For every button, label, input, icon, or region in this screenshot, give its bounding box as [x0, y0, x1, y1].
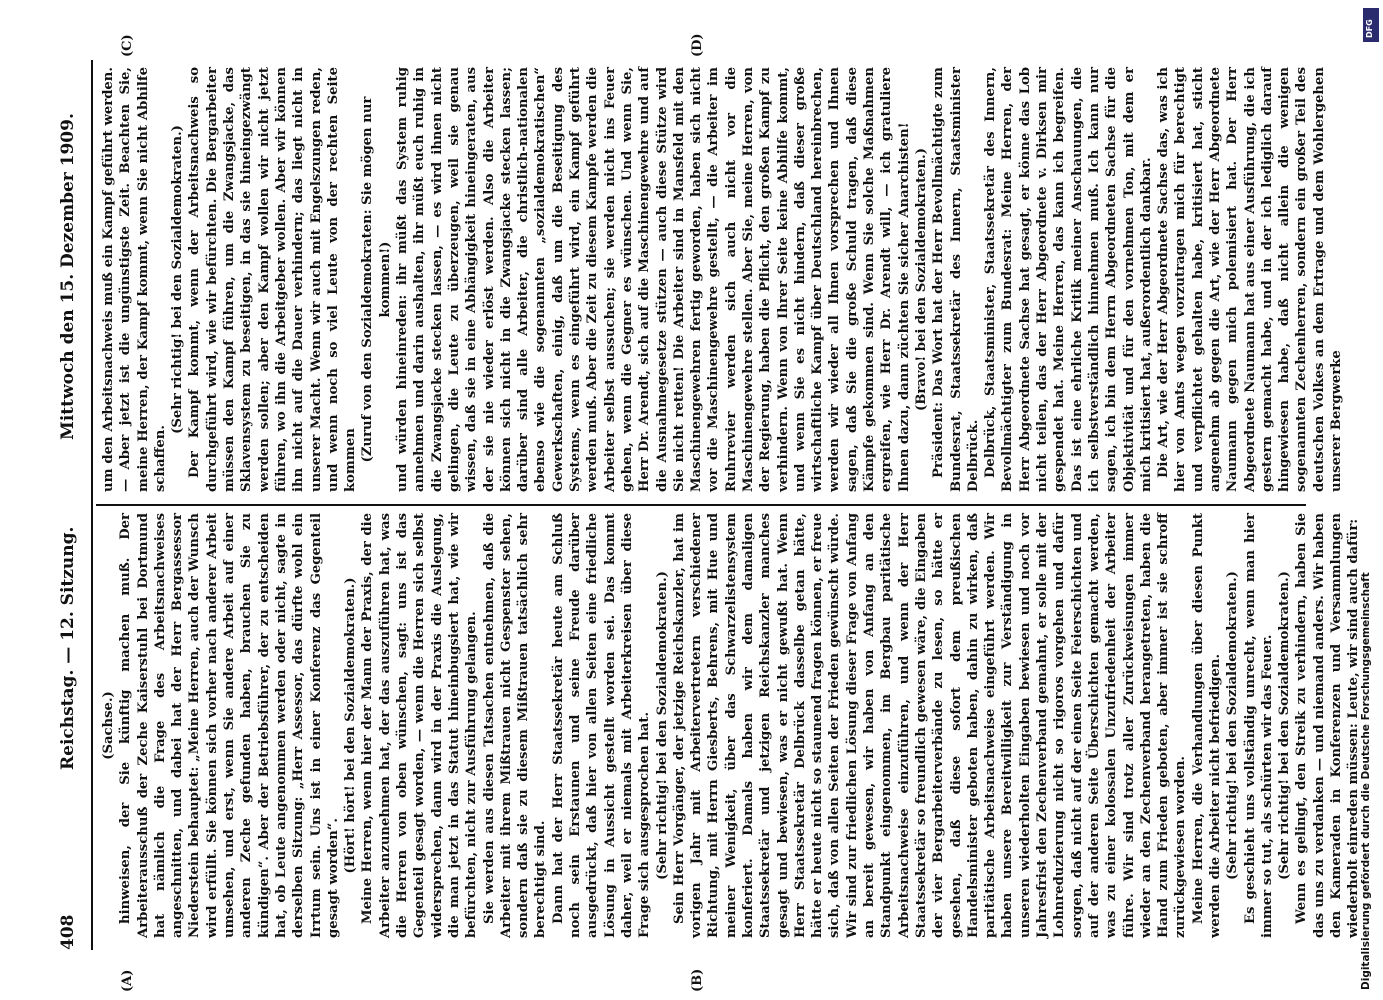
header-rule	[91, 60, 93, 950]
session-title: Reichstag. — 12. Sitzung.	[58, 526, 78, 770]
paragraph: Meine Herren, wenn hier der Mann der Praxis, der die Arbeiter anzunehmen hat, der das auszuführen hat, was die Herren von oben wünschen, sagt: uns ist das Gegenteil gesagt worden, — wenn die Herren sich selbst widersprechen, dann wird in der Praxis die Auslegung, die man jetzt in das Statut hineinbugsiert hat, wie wir befürchten, nicht zur Ausführung gelangen.	[360, 513, 480, 938]
paragraph: Meine Herren, die Verhandlungen über diesen Punkt werden die Arbeiter nicht befriedigen.	[1190, 513, 1223, 938]
digitization-note	[1360, 10, 1378, 990]
session-date: Mittwoch den 15. Dezember 1909.	[58, 113, 78, 440]
interjection: (Sehr richtig! bei den Sozialdemokraten.)	[1225, 571, 1241, 880]
page-number: 408	[58, 914, 78, 950]
paragraph: Präsident: Das Wort hat der Herr Bevollmächtigte zum Bundesrat, Staatssekretär des Innern, Staatsminister Delbrück.	[931, 67, 981, 492]
paragraph: Dann hat der Herr Staatssekretär heute am Schluß noch sein Erstaunen und seine Freude darüber ausgedrückt, daß hier von allen Seiten eine friedliche Lösung in Aussicht gestellt worden sei. Das kommt daher, weil er niemals mit Arbeiterkreisen über diese Frage sich ausgesprochen hat.	[550, 513, 653, 938]
margin-marker-b: (B)	[690, 968, 705, 992]
column-divider	[96, 504, 1306, 506]
margin-marker-c: (C)	[120, 34, 135, 57]
paragraph: Sein Herr Vorgänger, der jetzige Reichskanzler, hat im vorigen Jahr mit Arbeitervertretern verschiedener Richtung, mit Herrn Giesberts, Behrens, mit Hue und meiner Wenigkeit, über das Schwarzelistensystem konferiert. Damals haben wir dem damaligen Staatssekretär und jetzigen Reichskanzler manches gesagt und bewiesen, was er nicht gewußt hat. Wenn Herr Staatssekretär Delbrück dasselbe getan hätte, hätte er heute nicht so staunend fragen können, er freue sich, daß von allen Seiten der Frieden gewünscht würde. Wir sind zur friedlichen Lösung dieser Frage von Anfang an bereit gewesen, wir haben von Anfang an den Standpunkt eingenommen, im Bergbau paritätische Arbeitsnachweise einzuführen, und wenn der Herr Staatssekretär so freundlich gewesen wäre, die Eingaben der vier Bergarbeiterverbände zu lesen, so hätte er gesehen, daß diese sofort dem preußischen Handelsminister geboten haben, dahin zu wirken, daß paritätische Arbeitsnachweise eingeführt werden. Wir haben unsere Bereitwilligkeit zur Verständigung in unseren wiederholten Eingaben bewiesen und noch vor Jahresfrist den Zechenverband gemahnt, er solle mit der Lohnreduzierung nicht so rigoros vorgehen und dafür sorgen, daß nicht auf der einen Seite Feierschichten und auf der anderen Seite Überschichten gemacht werden, was zu einer kolossalen Unzufriedenheit der Arbeiter führe. Wir sind trotz aller Zurückweisungen immer wieder an den Zechenverband herangetreten, haben die Hand zum Frieden geboten, aber immer ist sie schroff zurückgewiesen worden.	[671, 513, 1189, 938]
paragraph: Wenn es gelingt, den Streik zu verhindern, haben Sie das uns zu verdanken — und niemand anders. Wir haben den Kameraden in Konferenzen und Versammlungen wiederholt einreden müssen: Leute, wir sind auch dafür:	[1294, 513, 1362, 938]
text-column-right	[100, 67, 1345, 492]
digitization-note-text: Digitalisierung gefördert durch die Deutsche Forschungsgemeinschaft	[1360, 572, 1372, 990]
rotated-page-content	[50, 33, 1362, 992]
paragraph: Es geschieht uns vollständig unrecht, wenn man hier immer so tut, als schürten wir das Feuer.	[1242, 513, 1275, 938]
margin-marker-a: (A)	[120, 969, 135, 992]
paragraph: hinweisen, der Sie künftig machen muß. Der Arbeiterausschuß der Zeche Kaiserstuhl bei Dortmund hat nämlich die Frage des Arbeitsnachweises angeschnitten, und dabei hat der Herr Bergassessor Niederstein behauptet: „Meine Herren, auch der Wunsch wird erfüllt. Sie können sich vorher nach anderer Arbeit umsehen, und erst, wenn Sie andere Arbeit auf einer anderen Zeche gefunden haben, brauchen Sie zu kündigen“. Aber der Betriebsführer, der zu entscheiden hat, ob Leute angenommen werden oder nicht, sagte in derselben Sitzung: „Herr Assessor, das dürfte wohl ein Irrtum sein. Uns ist in einer Konferenz das Gegenteil gesagt worden“.	[118, 513, 341, 938]
margin-marker-d: (D)	[690, 33, 705, 57]
text-column-left	[100, 513, 1362, 938]
interjection: (Zuruf von den Sozialdemokraten: Sie mögen nur kommen!)	[360, 96, 393, 463]
paragraph: Der Kampf kommt, wenn der Arbeitsnachweis so durchgeführt wird, wie wir befürchten. Die Bergarbeiter müssen den Kampf führen, um die Zwangsjacke, das Sklavensystem zu beseitigen, in das sie hineingezwängt werden sollen; aber den Kampf wollen wir nicht jetzt führen, wo ihn die Arbeitgeber wollen. Aber wir können ihn nicht auf die Dauer verhindern; das liegt nicht in unserer Macht. Wenn wir auch mit Engelszungen reden, und wenn noch so viel Leute von der rechten Seite kommen	[187, 67, 359, 492]
paragraph: Die Art, wie der Herr Abgeordnete Sachse das, was ich hier von Amts wegen vorzutragen mich für berechtigt und verpflichtet gehalten habe, kritisiert hat, sticht angenehm ab gegen die Art, wie der Herr Abgeordnete Naumann gegen mich polemisiert hat. Der Herr Abgeordnete Naumann hat aus einer Ausführung, die ich gestern gemacht habe, und in der ich lediglich darauf hingewiesen habe, daß nicht allein die wenigen sogenannten Zechenherren, sondern ein großer Teil des deutschen Volkes an dem Ertrage und dem Wohlergehen unserer Bergwerke	[1156, 67, 1345, 492]
interjection: (Bravo! bei den Sozialdemokraten.)	[913, 148, 929, 411]
paragraph: Delbrück, Staatsminister, Staatssekretär des Innern, Bevollmächtigter zum Bundesrat: Meine Herren, der Herr Abgeordnete Sachse hat gesagt, er könne das Lob nicht teilen, das der Herr Abgeordnete v. Dirksen mir gespendet hat. Meine Herren, das kann ich begreifen. Das ist eine ehrliche Kritik meiner Anschauungen, die ich selbstverständlich hinnehmen muß. Ich kann nur sagen, ich bin dem Herrn Abgeordneten Sachse für die Objektivität und für den vornehmen Ton, mit dem er mich kritisiert hat, außerordentlich dankbar.	[983, 67, 1154, 492]
interjection: (Sehr richtig! bei den Sozialdemokraten.)	[170, 125, 186, 434]
speaker-label: (Sachse.)	[101, 691, 116, 760]
page-header	[50, 60, 86, 950]
dfg-logo: DFG	[1363, 8, 1379, 42]
interjection: (Sehr richtig! bei den Sozialdemokraten.)	[1277, 571, 1293, 880]
interjection: (Hört! hört! bei den Sozialdemokraten.)	[343, 577, 359, 874]
interjection: (Sehr richtig! bei den Sozialdemokraten.)	[654, 571, 670, 880]
paragraph: und würden hineinreden: ihr müßt das System ruhig annehmen und darin aushalten, ihr müßt euch ruhig in die Zwangsjacke stecken lassen, — es wird ihnen nicht gelingen, die Leute zu überzeugen, weil sie genau wissen, daß sie in eine Abhängigkeit hineingeraten, aus der sie nie wieder erlöst werden. Also die Arbeiter können sich nicht in die Zwangsjacke stecken lassen; darüber sind alle Arbeiter, die christlich-nationalen ebenso wie die sogenannten „sozialdemokratischen“ Gewerkschaften, einig, daß um die Beseitigung des Systems, wenn es eingeführt wird, ein Kampf geführt werden muß. Aber die Zeit zu diesem Kampfe werden die Arbeiter selbst aussuchen; sie werden nicht ins Feuer gehen, wenn die Gegner es wünschen. Und wenn Sie, Herr Dr. Arendt, sich auf die Maschinengewehre und auf die Ausnahmegesetze stützen — auch diese Stütze wird Sie nicht retten! Die Arbeiter sind in Mansfeld mit den Maschinengewehren fertig geworden, haben sich nicht vor die Maschinengewehre gestellt, — die Arbeiter im Ruhrrevier werden sich auch nicht vor die Maschinengewehre stellen. Aber Sie, meine Herren, von der Regierung, haben die Pflicht, den großen Kampf zu verhindern. Wenn von Ihrer Seite keine Abhilfe kommt, und wenn Sie es nicht hindern, daß dieser große wirtschaftliche Kampf über Deutschland hereinbrechen, werden wir wieder all Ihnen vorsprechen und Ihnen sagen, daß Sie die große Schuld tragen, daß diese Kämpfe gekommen sind. Wenn Sie solche Maßnahmen ergreifen, wie Herr Dr. Arendt will, — ich gratuliere Ihnen dazu, dann züchten Sie sicher Anarchisten!	[395, 67, 912, 492]
paragraph: um den Arbeitsnachweis muß ein Kampf geführt werden. — Aber jetzt ist die ungünstigste Zeit. Beachten Sie, meine Herren, der Kampf kommt, wenn Sie nicht Abhilfe schaffen.	[101, 67, 168, 492]
paragraph: Sie werden aus diesen Tatsachen entnehmen, daß die Arbeiter mit ihrem Mißtrauen nicht Gespenster sehen, sondern daß sie zu diesem Mißtrauen tatsächlich sehr berechtigt sind.	[481, 513, 549, 938]
